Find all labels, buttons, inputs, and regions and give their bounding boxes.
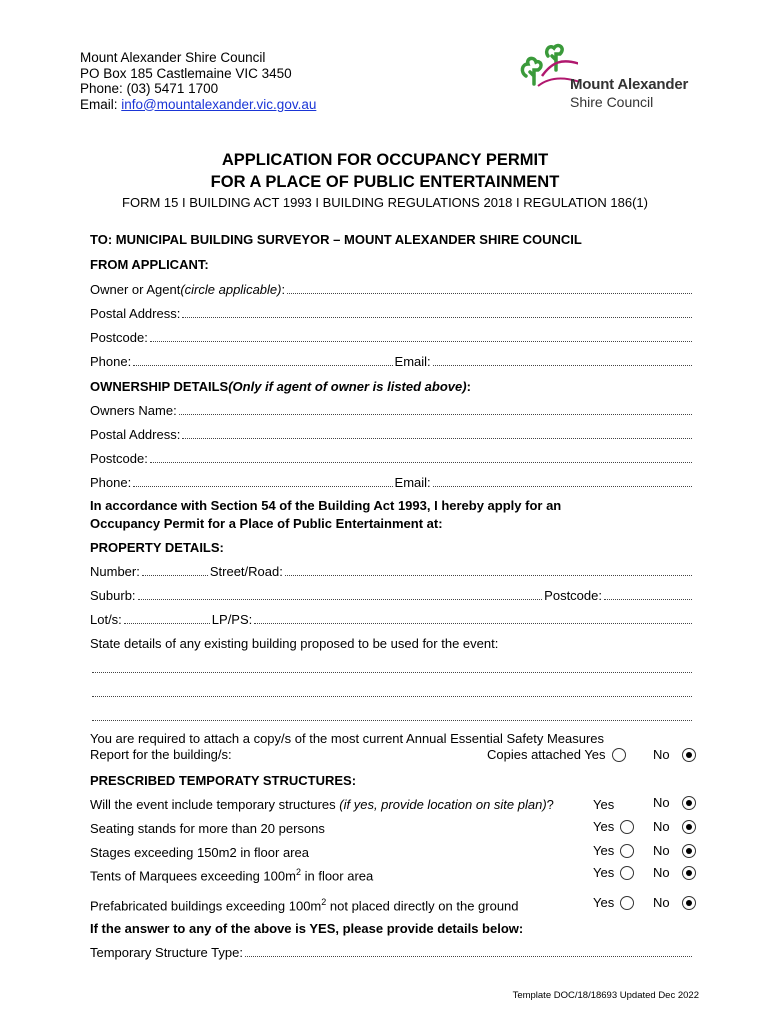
form-subtitle: FORM 15 I BUILDING ACT 1993 I BUILDING REGULATIONS 2018 I REGULATION 186(1) xyxy=(122,195,648,210)
temporary-heading: PRESCRIBED TEMPORATY STRUCTURES: xyxy=(90,773,357,788)
number-street-field[interactable]: Number: Street/Road: xyxy=(90,561,694,579)
declaration: In accordance with Section 54 of the Building Act 1993, I hereby apply for an Occupancy Permit for a Place of Public Entertainment at: xyxy=(90,498,562,531)
q5-no-radio[interactable] xyxy=(682,896,696,910)
suburb-postcode-field[interactable]: Suburb: Postcode: xyxy=(90,585,694,603)
question-temporary-structures: Will the event include temporary structures (if yes, provide location on site plan)? No xyxy=(90,795,694,815)
council-name: Mount Alexander Shire Council xyxy=(80,50,266,65)
property-heading: PROPERTY DETAILS: xyxy=(90,540,224,555)
owners-name-field[interactable]: Owners Name: xyxy=(90,400,694,418)
applicant-postal-field[interactable]: Postal Address: xyxy=(90,303,694,321)
q3-no-radio[interactable] xyxy=(682,844,696,858)
existing-details-line-3[interactable] xyxy=(90,706,694,724)
applicant-phone-email-field[interactable]: Phone: Email: xyxy=(90,351,694,369)
council-email-link[interactable]: info@mountalexander.vic.gov.au xyxy=(121,96,317,112)
owner-postal-field[interactable]: Postal Address: xyxy=(90,424,694,442)
applicant-heading: FROM APPLICANT: xyxy=(90,257,209,272)
question-seating-stands: Seating stands for more than 20 persons Yes No xyxy=(90,819,694,839)
owner-postcode-field[interactable]: Postcode: xyxy=(90,448,694,466)
council-email-line xyxy=(80,97,316,113)
logo-name: Mount Alexander xyxy=(570,76,689,93)
form-title-line1: APPLICATION FOR OCCUPANCY PERMIT xyxy=(221,151,549,169)
question-tents-marquees: Tents of Marquees exceeding $100m^2$ in floor area Yes No xyxy=(90,865,694,885)
lots-lpps-field[interactable]: Lot/s: LP/PS: xyxy=(90,609,694,627)
copies-no-radio[interactable] xyxy=(682,748,696,762)
structure-type-field[interactable]: Temporary Structure Type: xyxy=(90,942,694,960)
q5-yes-radio[interactable] xyxy=(620,896,634,910)
council-contact xyxy=(80,50,316,112)
essential-safety-block: You are required to attach a copy/s of the most current Annual Essential Safety Measures Report for the building/s: Copies attached Yes No xyxy=(90,731,694,765)
q1-yes-label: Yes xyxy=(593,797,615,812)
ownership-heading: OWNERSHIP DETAILS (Only if agent of owner is listed above) : xyxy=(90,379,471,394)
q2-yes-radio[interactable] xyxy=(620,820,634,834)
copies-yes-radio[interactable] xyxy=(612,748,626,762)
email-label: Email: xyxy=(80,96,122,112)
question-prefabricated: Prefabricated buildings exceeding $100m^2$ not placed directly on the ground Yes No xyxy=(90,895,694,915)
council-address: PO Box 185 Castlemaine VIC 3450 xyxy=(80,65,292,81)
details-heading: If the answer to any of the above is YES, please provide details below: xyxy=(90,921,524,936)
council-logo xyxy=(518,36,698,116)
form-title-line2: FOR A PLACE OF PUBLIC ENTERTAINMENT xyxy=(210,173,560,191)
tree-logo-icon xyxy=(518,36,578,96)
question-stages: Stages exceeding 150m2 in floor area Yes No xyxy=(90,843,694,863)
q4-no-radio[interactable] xyxy=(682,866,696,880)
existing-building-label: State details of any existing building proposed to be used for the event: xyxy=(90,636,499,651)
footer-template-ref: Template DOC/18/18693 Updated Dec 2022 xyxy=(512,990,699,1001)
to-line: TO: MUNICIPAL BUILDING SURVEYOR – MOUNT ALEXANDER SHIRE COUNCIL xyxy=(90,232,582,247)
q2-no-radio[interactable] xyxy=(682,820,696,834)
council-phone: Phone: (03) 5471 1700 xyxy=(80,81,219,96)
logo-sub: Shire Council xyxy=(570,94,654,110)
existing-details-line-1[interactable] xyxy=(90,658,694,676)
owner-agent-field[interactable]: Owner or Agent (circle applicable) : xyxy=(90,279,694,297)
owner-phone-email-field[interactable]: Phone: Email: xyxy=(90,472,694,490)
q3-yes-radio[interactable] xyxy=(620,844,634,858)
q4-yes-radio[interactable] xyxy=(620,866,634,880)
applicant-postcode-field[interactable]: Postcode: xyxy=(90,327,694,345)
q1-no-radio[interactable] xyxy=(682,796,696,810)
existing-details-line-2[interactable] xyxy=(90,682,694,700)
